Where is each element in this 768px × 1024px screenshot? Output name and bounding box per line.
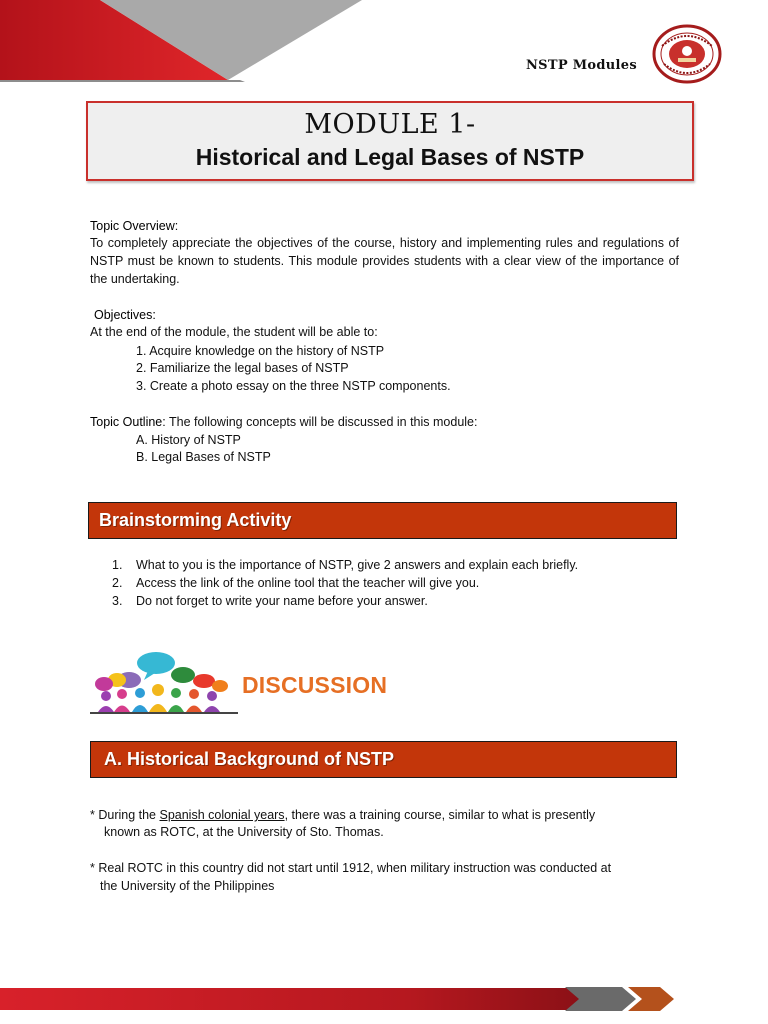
historical-paragraph-1-line-1 xyxy=(90,806,595,824)
module-title-box xyxy=(86,101,694,181)
brainstorm-item-text: What to you is the importance of NSTP, give 2 answers and explain each briefly. xyxy=(136,558,579,572)
spanish-colonial-years-text: Spanish colonial years xyxy=(159,808,285,822)
historical-background-heading-bar xyxy=(90,741,677,778)
objectives-intro: At the end of the module, the student will be able to: xyxy=(90,325,378,339)
outline-item: B. Legal Bases of NSTP xyxy=(136,450,271,464)
brainstorm-item-number: 3. xyxy=(112,594,123,608)
university-seal-logo xyxy=(652,24,722,84)
topic-overview-text: To completely appreciate the objectives of the course, history and implementing rules and regulations of NSTP must be known to students. This module provides students with a clear view of the importance of the undertaking. xyxy=(90,236,679,286)
historical-background-heading: A. Historical Background of NSTP xyxy=(104,749,395,769)
module-title: Historical and Legal Bases of NSTP xyxy=(195,144,585,170)
objective-item: 2. Familiarize the legal bases of NSTP xyxy=(136,361,349,375)
historical-p1-suffix: , there was a training course, similar to what is presently xyxy=(284,808,596,822)
topic-outline-text: : The following concepts will be discussed in this module: xyxy=(162,415,478,429)
topic-outline-row xyxy=(90,413,477,431)
header-label: NSTP Modules xyxy=(526,58,637,73)
discussion-people-illustration xyxy=(88,650,240,718)
historical-paragraph-2-line-1: * Real ROTC in this country did not start until 1912, when military instruction was conducted at xyxy=(90,861,612,875)
brainstorm-item-number: 2. xyxy=(112,576,123,590)
historical-paragraph-2-line-2: the University of the Philippines xyxy=(100,879,275,893)
topic-overview-label-row xyxy=(90,217,178,235)
objective-item: 3. Create a photo essay on the three NSTP components. xyxy=(136,379,451,393)
topic-overview-colon: : xyxy=(174,219,179,233)
objectives-label: Objectives: xyxy=(94,308,156,322)
historical-p1-prefix: * During the xyxy=(90,808,160,822)
footer-banner xyxy=(0,984,768,1016)
brainstorm-item-text: Do not forget to write your name before your answer. xyxy=(136,594,428,608)
brainstorming-heading: Brainstorming Activity xyxy=(99,510,292,530)
module-number: MODULE 1- xyxy=(304,109,476,140)
brainstorm-item-number: 1. xyxy=(112,558,123,572)
historical-paragraph-1-line-2: known as ROTC, at the University of Sto. Thomas. xyxy=(104,825,384,839)
topic-outline-label: Topic Outline xyxy=(90,415,163,429)
brainstorm-item-text: Access the link of the online tool that the teacher will give you. xyxy=(136,576,480,590)
brainstorming-heading-bar xyxy=(88,502,677,539)
objective-item: 1. Acquire knowledge on the history of NSTP xyxy=(136,344,385,358)
discussion-word-art: DISCUSSION xyxy=(242,672,388,698)
outline-item: A. History of NSTP xyxy=(136,433,241,447)
topic-overview-label: Topic Overview xyxy=(90,219,175,233)
